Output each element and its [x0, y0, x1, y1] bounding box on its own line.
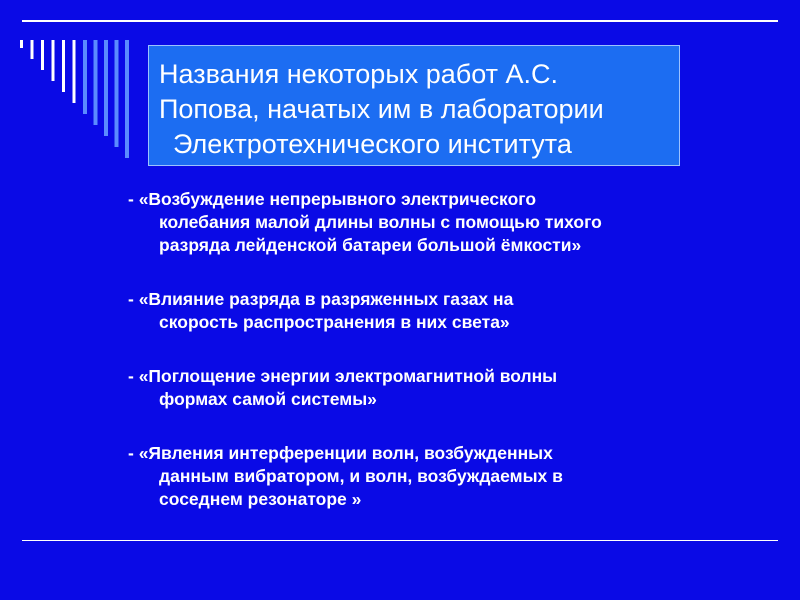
top-divider-line: [22, 20, 778, 22]
decorative-stripe: [41, 40, 44, 70]
bottom-divider-line: [22, 540, 778, 541]
list-item: [128, 365, 728, 411]
slide-title-line-3: Электротехнического института: [173, 129, 572, 159]
list-item-line: - «Явления интерференции волн, возбужденных: [128, 443, 553, 463]
decorative-stripe: [73, 40, 76, 103]
list-item: [128, 188, 728, 257]
list-item-line: формах самой системы»: [159, 389, 377, 409]
decorative-stripe: [83, 40, 87, 114]
list-item-line: разряда лейденской батареи большой ёмкости»: [159, 235, 582, 255]
decorative-stripe: [62, 40, 65, 92]
title-box: [148, 45, 680, 166]
decorative-stripe: [94, 40, 98, 125]
list-item-line: - «Влияние разряда в разряженных газах на: [128, 289, 514, 309]
slide-title-line-2: Попова, начатых им в лаборатории: [159, 94, 604, 124]
list-item-line: - «Поглощение энергии электромагнитной волны: [128, 366, 558, 386]
decorative-stripe: [125, 40, 129, 158]
slide-title-line-1: Названия некоторых работ А.С.: [159, 59, 559, 89]
decorative-stripe: [31, 40, 34, 59]
list-item-line: соседнем резонаторе »: [159, 489, 362, 509]
list-item: [128, 442, 728, 511]
decorative-stripe: [52, 40, 55, 81]
decorative-stripes: [0, 0, 140, 170]
decorative-stripe: [115, 40, 119, 147]
list-item-line: - «Возбуждение непрерывного электрического: [128, 189, 537, 209]
list-item-line: колебания малой длины волны с помощью тихого: [159, 212, 602, 232]
list-item: [128, 288, 728, 334]
list-item-line: скорость распространения в них света»: [159, 312, 510, 332]
works-list: [128, 188, 728, 542]
decorative-stripe: [104, 40, 108, 136]
list-item-line: данным вибратором, и волн, возбуждаемых в: [159, 466, 563, 486]
decorative-stripe: [20, 40, 23, 48]
